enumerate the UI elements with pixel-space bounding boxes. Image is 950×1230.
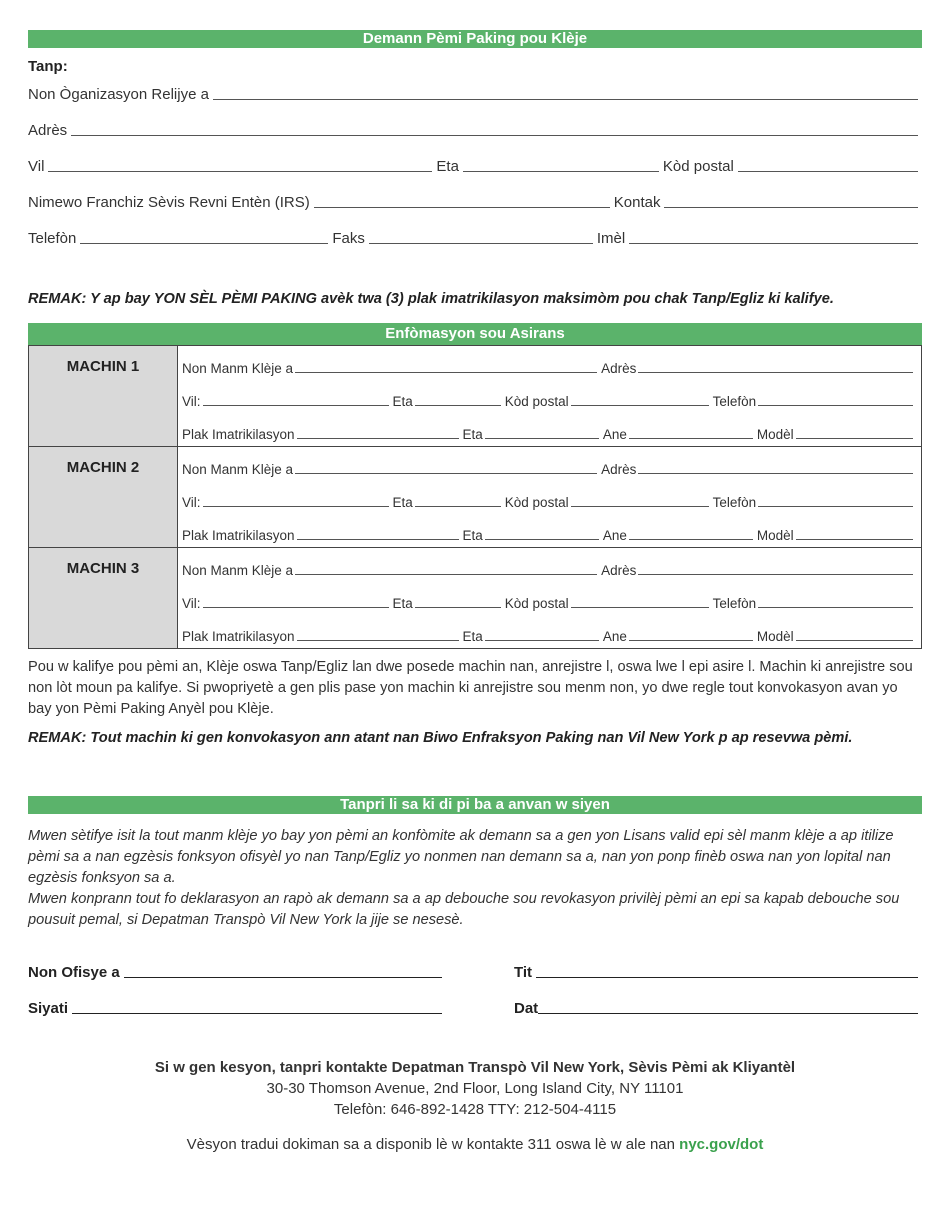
understand-text: Mwen konprann tout fo deklarasyon an rapò ak demann sa a ap debouche sou revokasyon privilèj pèmi an epi sa kapab debouche sou pousuit pemal, si Depatman Transpò Vil New York la jije se nesesè.: [28, 891, 900, 928]
zip-label: Kòd postal: [662, 158, 734, 175]
footer-phones: Telefòn: 646-892-1428 TTY: 212-504-4115: [333, 1101, 617, 1118]
vehicle-field-row: [182, 611, 917, 644]
field-label-clergy-name: Non Manm Klèje a: [182, 563, 294, 578]
field-input-model[interactable]: [796, 538, 913, 540]
date-field[interactable]: [538, 1012, 918, 1014]
signature-section-title: Tanpri li sa ki di pi ba a anvan w siyen: [28, 796, 922, 814]
field-label-clergy-name: Non Manm Klèje a: [182, 361, 294, 376]
irs-row: [28, 175, 922, 211]
field-input-plate-state[interactable]: [485, 437, 599, 439]
vehicle-field-row: [182, 510, 917, 543]
vehicle-field-row: [182, 409, 917, 442]
field-label-city: Vil:: [182, 596, 201, 611]
field-label-address: Adrès: [601, 462, 637, 477]
vehicle-row-3: [29, 548, 922, 649]
field-label-phone: Telefòn: [712, 495, 757, 510]
field-label-model: Modèl: [756, 629, 794, 644]
field-input-state[interactable]: [415, 505, 501, 507]
field-input-address[interactable]: [638, 573, 913, 575]
signature-label: Siyati: [28, 1000, 69, 1017]
field-label-year: Ane: [602, 427, 627, 442]
date-label: Dat: [514, 1000, 539, 1017]
field-label-clergy-name: Non Manm Klèje a: [182, 462, 294, 477]
field-label-address: Adrès: [601, 563, 637, 578]
field-label-plate: Plak Imatrikilasyon: [182, 629, 295, 644]
insurance-title: Enfòmasyon sou Asirans: [28, 323, 922, 345]
vehicle-field-row: [182, 477, 917, 510]
irs-label: Nimewo Franchiz Sèvis Revni Entèn (IRS): [28, 194, 310, 211]
officer-field[interactable]: [124, 976, 442, 978]
phone-row: [28, 211, 922, 247]
footer-translation: [28, 1134, 922, 1155]
signature-field[interactable]: [72, 1012, 442, 1014]
contact-label: Kontak: [613, 194, 661, 211]
field-input-state[interactable]: [415, 606, 501, 608]
field-label-plate: Plak Imatrikilasyon: [182, 528, 295, 543]
field-input-plate-state[interactable]: [485, 639, 599, 641]
field-label-city: Vil:: [182, 394, 201, 409]
field-label-phone: Telefòn: [712, 394, 757, 409]
field-label-city: Vil:: [182, 495, 201, 510]
city-row: [28, 139, 922, 175]
city-field[interactable]: [48, 170, 432, 172]
field-input-plate-state[interactable]: [485, 538, 599, 540]
field-label-phone: Telefòn: [712, 596, 757, 611]
vehicle-label: MACHIN 1: [29, 346, 178, 447]
form-title: Demann Pèmi Paking pou Klèje: [28, 30, 922, 48]
footer: [28, 1057, 922, 1155]
signature-date-row: [28, 981, 922, 1017]
field-label-model: Modèl: [756, 528, 794, 543]
field-input-state[interactable]: [415, 404, 501, 406]
field-input-city[interactable]: [203, 505, 389, 507]
insurance-table: [28, 345, 922, 649]
phone-field[interactable]: [80, 242, 328, 244]
field-label-zip: Kòd postal: [504, 596, 569, 611]
email-field[interactable]: [629, 242, 918, 244]
phone-label: Telefòn: [28, 230, 77, 247]
field-label-model: Modèl: [756, 427, 794, 442]
field-input-year[interactable]: [629, 538, 753, 540]
field-input-zip[interactable]: [571, 606, 709, 608]
vehicle-row-1: [29, 346, 922, 447]
vehicle-field-row: [182, 552, 917, 578]
vehicle-row-2: [29, 447, 922, 548]
field-label-plate-state: Eta: [462, 629, 483, 644]
org-name-row: [28, 75, 922, 103]
vehicle-field-row: [182, 451, 917, 477]
field-label-plate: Plak Imatrikilasyon: [182, 427, 295, 442]
field-input-phone[interactable]: [758, 606, 913, 608]
address-label: Adrès: [28, 122, 68, 139]
field-input-clergy-name[interactable]: [295, 573, 597, 575]
field-input-phone[interactable]: [758, 505, 913, 507]
field-input-year[interactable]: [629, 639, 753, 641]
field-label-zip: Kòd postal: [504, 394, 569, 409]
temple-heading: Tanp:: [28, 58, 68, 75]
field-input-year[interactable]: [629, 437, 753, 439]
certify-text: Mwen sètifye isit la tout manm klèje yo bay yon pèmi an konfòmite ak demann sa a gen yon Lisans valid epi sèl manm klèje a ap itilize pèmi sa a nan egzèsis fonksyon ofisyèl yo nan Tanp/Egliz yo nonmen nan demann sa a, nan yon ponp finèb oswa nan yon lopital nan egzèsis fonksyon sa a.: [28, 828, 894, 886]
remark-tickets: REMAK: Tout machin ki gen konvokasyon ann atant nan Biwo Enfraksyon Paking nan Vil New York p ap resevwa pèmi.: [28, 730, 853, 746]
vehicle-field-row: [182, 376, 917, 409]
fax-label: Faks: [332, 230, 365, 247]
field-label-state: Eta: [392, 394, 413, 409]
officer-label: Non Ofisye a: [28, 964, 120, 981]
field-input-city[interactable]: [203, 606, 389, 608]
vehicle-fields: [178, 346, 922, 447]
field-input-plate[interactable]: [297, 538, 459, 540]
fax-field[interactable]: [369, 242, 593, 244]
form-page: [28, 30, 922, 1155]
field-label-state: Eta: [392, 495, 413, 510]
field-input-model[interactable]: [796, 437, 913, 439]
org-name-field[interactable]: [213, 98, 918, 100]
state-label: Eta: [436, 158, 459, 175]
field-label-state: Eta: [392, 596, 413, 611]
title-label: Tit: [514, 964, 533, 981]
zip-field[interactable]: [738, 170, 918, 172]
vehicle-label: MACHIN 3: [29, 548, 178, 649]
footer-address: 30-30 Thomson Avenue, 2nd Floor, Long Island City, NY 11101: [266, 1080, 684, 1097]
field-input-address[interactable]: [638, 472, 913, 474]
field-input-clergy-name[interactable]: [295, 371, 597, 373]
field-input-address[interactable]: [638, 371, 913, 373]
state-field[interactable]: [463, 170, 659, 172]
vehicle-fields: [178, 447, 922, 548]
officer-title-row: [28, 945, 922, 981]
field-label-year: Ane: [602, 629, 627, 644]
remark-one-permit: REMAK: Y ap bay YON SÈL PÈMI PAKING avèk twa (3) plak imatrikilasyon maksimòm pou chak Tanp/Egliz ki kalifye.: [28, 291, 834, 307]
field-input-plate[interactable]: [297, 639, 459, 641]
field-input-city[interactable]: [203, 404, 389, 406]
irs-field[interactable]: [314, 206, 610, 208]
city-label: Vil: [28, 158, 45, 175]
field-input-zip[interactable]: [571, 404, 709, 406]
vehicle-field-row: [182, 350, 917, 376]
title-field[interactable]: [536, 976, 918, 978]
ownership-paragraph: Pou w kalifye pou pèmi an, Klèje oswa Tanp/Egliz lan dwe posede machin nan, anrejistre l, oswa lwe l epi asire l. Machin ki anrejistre sou non lòt moun pa kalifye. Si pwopriyetè a gen plis pase yon machin ki anrejistre sou menm non, yo dwe regle tout konvokasyon avan yo bay yon Pèmi Paking Anyèl pou Klèje.: [28, 659, 913, 717]
field-input-model[interactable]: [796, 639, 913, 641]
field-input-clergy-name[interactable]: [295, 472, 597, 474]
field-label-plate-state: Eta: [462, 427, 483, 442]
field-input-phone[interactable]: [758, 404, 913, 406]
field-label-address: Adrès: [601, 361, 637, 376]
address-field[interactable]: [71, 134, 918, 136]
footer-contact-heading: Si w gen kesyon, tanpri kontakte Depatman Transpò Vil New York, Sèvis Pèmi ak Kliyantèl: [154, 1059, 796, 1076]
org-name-label: Non Òganizasyon Relijye a: [28, 86, 209, 103]
field-input-zip[interactable]: [571, 505, 709, 507]
field-input-plate[interactable]: [297, 437, 459, 439]
field-label-plate-state: Eta: [462, 528, 483, 543]
vehicle-field-row: [182, 578, 917, 611]
field-label-zip: Kòd postal: [504, 495, 569, 510]
address-row: [28, 103, 922, 139]
field-label-year: Ane: [602, 528, 627, 543]
translation-text: Vèsyon tradui dokiman sa a disponib lè w kontakte 311 oswa lè w ale nan: [186, 1136, 675, 1153]
vehicle-fields: [178, 548, 922, 649]
vehicle-label: MACHIN 2: [29, 447, 178, 548]
contact-field[interactable]: [664, 206, 918, 208]
email-label: Imèl: [596, 230, 626, 247]
nyc-dot-link[interactable]: nyc.gov/dot: [679, 1136, 764, 1153]
